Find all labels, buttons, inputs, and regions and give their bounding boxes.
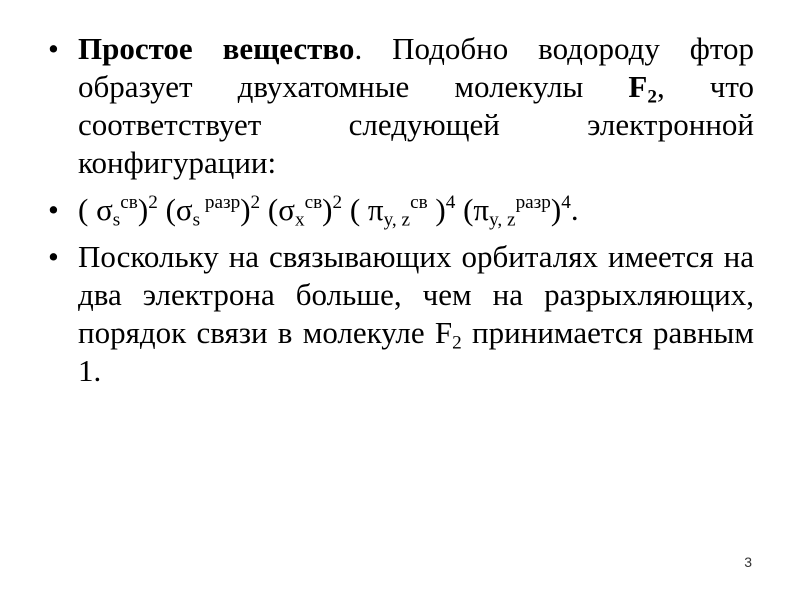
bullet-simple-substance [48,30,754,182]
bullet1-text: . Подобно водороду фтор образует двухатомные молекулы [78,31,754,104]
bullet3-text-end: принимается равным 1. [78,315,754,388]
bullet-list [48,30,754,390]
bullet3-text: Поскольку на связывающих орбиталях имеется на два электрона больше, чем на разрыхляющих, порядок связи в молекуле [78,239,754,350]
bullet-icon: • [48,31,59,66]
bullet-icon: • [48,192,59,227]
bullet1-text-end: , что соответствует следующей электронной конфигурации: [78,69,754,180]
formula-f2: $F_2$ [434,315,462,354]
bullet-electron-configuration [48,191,754,229]
bullet-icon: • [48,239,59,274]
formula-f2: $F_2$ [628,69,657,108]
term-simple-substance: Простое вещество [78,31,355,66]
slide-content [48,30,754,399]
bullet-bond-order [48,238,754,390]
electron-configuration-formula: ( $\sigma_s^{св})^2$ ($\sigma_s$ $^{разр}$)$^2$ $(\sigma_x^{св})^2$ ( $\pi_{y, z}^{св}$ )$^4$ $(\pi_{y, z}^{разр})^4$. [78,192,579,231]
page-number: 3 [744,554,752,570]
